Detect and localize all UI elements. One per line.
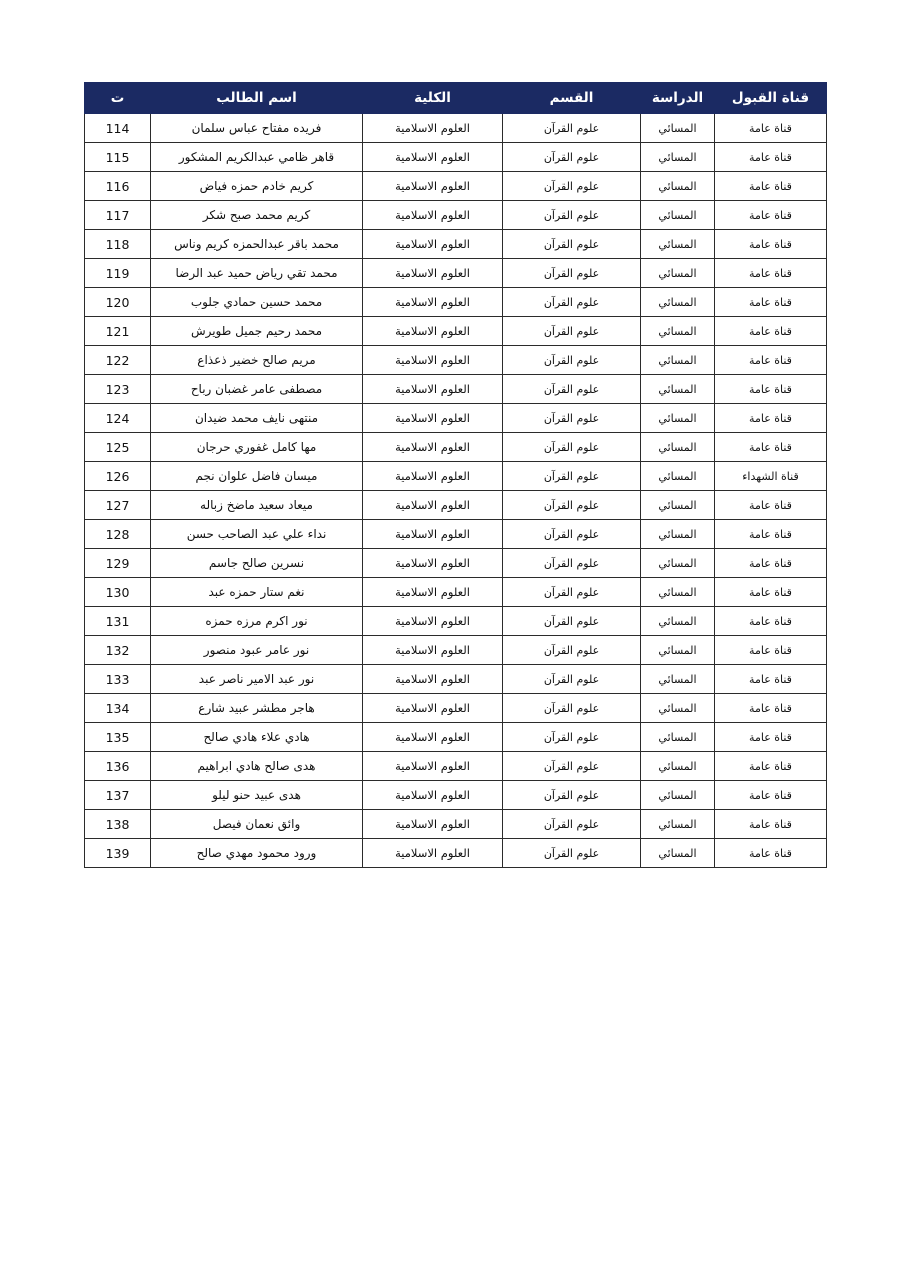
cell-department: علوم القرآن <box>503 491 641 520</box>
cell-index: 125 <box>85 433 151 462</box>
table-row <box>85 259 827 288</box>
cell-college: العلوم الاسلامية <box>363 433 503 462</box>
cell-college: العلوم الاسلامية <box>363 462 503 491</box>
table-row <box>85 317 827 346</box>
cell-college: العلوم الاسلامية <box>363 607 503 636</box>
cell-student-name: ميسان فاضل علوان نجم <box>151 462 363 491</box>
table-row <box>85 288 827 317</box>
cell-student-name: كريم محمد صبح شكر <box>151 201 363 230</box>
cell-department: علوم القرآن <box>503 259 641 288</box>
cell-index: 136 <box>85 752 151 781</box>
cell-student-name: ورود محمود مهدي صالح <box>151 839 363 868</box>
table-row <box>85 346 827 375</box>
cell-college: العلوم الاسلامية <box>363 346 503 375</box>
table-row <box>85 810 827 839</box>
cell-index: 121 <box>85 317 151 346</box>
cell-student-name: مصطفى عامر غضبان رباح <box>151 375 363 404</box>
cell-college: العلوم الاسلامية <box>363 578 503 607</box>
cell-department: علوم القرآن <box>503 462 641 491</box>
table-row <box>85 462 827 491</box>
table-row <box>85 230 827 259</box>
cell-study: المسائي <box>641 288 715 317</box>
cell-study: المسائي <box>641 607 715 636</box>
cell-student-name: مها كامل غفوري حرجان <box>151 433 363 462</box>
cell-channel: قناة عامة <box>715 433 827 462</box>
cell-study: المسائي <box>641 810 715 839</box>
column-header-college: الكلية <box>363 83 503 114</box>
cell-student-name: نور عامر عبود منصور <box>151 636 363 665</box>
cell-college: العلوم الاسلامية <box>363 259 503 288</box>
cell-index: 138 <box>85 810 151 839</box>
cell-channel: قناة الشهداء <box>715 462 827 491</box>
cell-college: العلوم الاسلامية <box>363 288 503 317</box>
table-row <box>85 636 827 665</box>
cell-college: العلوم الاسلامية <box>363 404 503 433</box>
cell-study: المسائي <box>641 752 715 781</box>
cell-channel: قناة عامة <box>715 346 827 375</box>
table-row <box>85 781 827 810</box>
cell-index: 128 <box>85 520 151 549</box>
cell-channel: قناة عامة <box>715 578 827 607</box>
table-row <box>85 694 827 723</box>
cell-department: علوم القرآن <box>503 288 641 317</box>
cell-study: المسائي <box>641 433 715 462</box>
cell-college: العلوم الاسلامية <box>363 549 503 578</box>
table-row <box>85 172 827 201</box>
cell-index: 129 <box>85 549 151 578</box>
cell-channel: قناة عامة <box>715 172 827 201</box>
cell-index: 137 <box>85 781 151 810</box>
cell-student-name: هادي علاء هادي صالح <box>151 723 363 752</box>
cell-study: المسائي <box>641 404 715 433</box>
cell-student-name: محمد رحيم جميل طويرش <box>151 317 363 346</box>
cell-department: علوم القرآن <box>503 375 641 404</box>
cell-study: المسائي <box>641 201 715 230</box>
cell-department: علوم القرآن <box>503 520 641 549</box>
cell-college: العلوم الاسلامية <box>363 752 503 781</box>
cell-student-name: محمد حسين حمادي جلوب <box>151 288 363 317</box>
cell-index: 133 <box>85 665 151 694</box>
cell-study: المسائي <box>641 578 715 607</box>
cell-study: المسائي <box>641 317 715 346</box>
cell-college: العلوم الاسلامية <box>363 694 503 723</box>
table-row <box>85 143 827 172</box>
cell-department: علوم القرآن <box>503 781 641 810</box>
cell-channel: قناة عامة <box>715 549 827 578</box>
cell-index: 122 <box>85 346 151 375</box>
cell-student-name: مريم صالح خضير ذعذاع <box>151 346 363 375</box>
cell-index: 117 <box>85 201 151 230</box>
cell-index: 118 <box>85 230 151 259</box>
table-row <box>85 491 827 520</box>
cell-channel: قناة عامة <box>715 201 827 230</box>
cell-college: العلوم الاسلامية <box>363 375 503 404</box>
table-row <box>85 549 827 578</box>
cell-study: المسائي <box>641 259 715 288</box>
cell-channel: قناة عامة <box>715 491 827 520</box>
cell-index: 134 <box>85 694 151 723</box>
cell-department: علوم القرآن <box>503 230 641 259</box>
cell-index: 130 <box>85 578 151 607</box>
cell-department: علوم القرآن <box>503 578 641 607</box>
cell-channel: قناة عامة <box>715 375 827 404</box>
cell-index: 132 <box>85 636 151 665</box>
cell-student-name: هدى عبيد حنو ليلو <box>151 781 363 810</box>
cell-study: المسائي <box>641 230 715 259</box>
cell-student-name: نور عبد الامير ناصر عبد <box>151 665 363 694</box>
cell-student-name: وائق نعمان فيصل <box>151 810 363 839</box>
cell-college: العلوم الاسلامية <box>363 201 503 230</box>
cell-channel: قناة عامة <box>715 259 827 288</box>
cell-student-name: محمد تقي رياض حميد عبد الرضا <box>151 259 363 288</box>
cell-college: العلوم الاسلامية <box>363 636 503 665</box>
cell-study: المسائي <box>641 114 715 143</box>
cell-channel: قناة عامة <box>715 839 827 868</box>
column-header-department: القسم <box>503 83 641 114</box>
cell-index: 124 <box>85 404 151 433</box>
cell-index: 114 <box>85 114 151 143</box>
cell-student-name: قاهر ظامي عبدالكريم المشكور <box>151 143 363 172</box>
cell-study: المسائي <box>641 549 715 578</box>
cell-study: المسائي <box>641 346 715 375</box>
cell-college: العلوم الاسلامية <box>363 520 503 549</box>
cell-channel: قناة عامة <box>715 781 827 810</box>
cell-department: علوم القرآن <box>503 752 641 781</box>
cell-channel: قناة عامة <box>715 665 827 694</box>
cell-department: علوم القرآن <box>503 549 641 578</box>
table-row <box>85 752 827 781</box>
cell-department: علوم القرآن <box>503 810 641 839</box>
cell-student-name: فريده مفتاح عباس سلمان <box>151 114 363 143</box>
cell-channel: قناة عامة <box>715 230 827 259</box>
cell-college: العلوم الاسلامية <box>363 172 503 201</box>
cell-study: المسائي <box>641 665 715 694</box>
cell-student-name: نور اكرم مرزه حمزه <box>151 607 363 636</box>
table-row <box>85 520 827 549</box>
cell-college: العلوم الاسلامية <box>363 143 503 172</box>
cell-college: العلوم الاسلامية <box>363 723 503 752</box>
cell-index: 120 <box>85 288 151 317</box>
cell-student-name: هدى صالح هادي ابراهيم <box>151 752 363 781</box>
cell-college: العلوم الاسلامية <box>363 317 503 346</box>
cell-channel: قناة عامة <box>715 636 827 665</box>
student-table-container <box>85 82 827 868</box>
cell-study: المسائي <box>641 520 715 549</box>
cell-college: العلوم الاسلامية <box>363 665 503 694</box>
table-body <box>85 114 827 868</box>
student-table <box>84 82 827 868</box>
cell-index: 126 <box>85 462 151 491</box>
cell-index: 116 <box>85 172 151 201</box>
cell-channel: قناة عامة <box>715 752 827 781</box>
cell-index: 119 <box>85 259 151 288</box>
cell-index: 127 <box>85 491 151 520</box>
table-row <box>85 201 827 230</box>
cell-department: علوم القرآن <box>503 607 641 636</box>
cell-student-name: نغم ستار حمزه عبد <box>151 578 363 607</box>
cell-college: العلوم الاسلامية <box>363 230 503 259</box>
cell-department: علوم القرآن <box>503 433 641 462</box>
cell-index: 115 <box>85 143 151 172</box>
cell-channel: قناة عامة <box>715 114 827 143</box>
table-row <box>85 375 827 404</box>
cell-channel: قناة عامة <box>715 404 827 433</box>
cell-study: المسائي <box>641 375 715 404</box>
cell-student-name: نداء علي عبد الصاحب حسن <box>151 520 363 549</box>
cell-college: العلوم الاسلامية <box>363 114 503 143</box>
cell-channel: قناة عامة <box>715 723 827 752</box>
cell-study: المسائي <box>641 491 715 520</box>
table-header-row <box>85 83 827 114</box>
cell-index: 135 <box>85 723 151 752</box>
cell-department: علوم القرآن <box>503 404 641 433</box>
cell-department: علوم القرآن <box>503 172 641 201</box>
cell-study: المسائي <box>641 723 715 752</box>
table-row <box>85 404 827 433</box>
cell-channel: قناة عامة <box>715 810 827 839</box>
cell-college: العلوم الاسلامية <box>363 810 503 839</box>
cell-department: علوم القرآن <box>503 201 641 230</box>
table-row <box>85 433 827 462</box>
cell-department: علوم القرآن <box>503 723 641 752</box>
cell-department: علوم القرآن <box>503 114 641 143</box>
cell-department: علوم القرآن <box>503 636 641 665</box>
cell-student-name: نسرين صالح جاسم <box>151 549 363 578</box>
table-row <box>85 578 827 607</box>
cell-department: علوم القرآن <box>503 346 641 375</box>
table-row <box>85 114 827 143</box>
cell-department: علوم القرآن <box>503 694 641 723</box>
table-row <box>85 665 827 694</box>
cell-channel: قناة عامة <box>715 694 827 723</box>
table-row <box>85 607 827 636</box>
cell-index: 139 <box>85 839 151 868</box>
cell-study: المسائي <box>641 839 715 868</box>
cell-channel: قناة عامة <box>715 520 827 549</box>
cell-study: المسائي <box>641 172 715 201</box>
table-row <box>85 839 827 868</box>
cell-student-name: محمد باقر عبدالحمزه كريم وناس <box>151 230 363 259</box>
column-header-channel: قناة القبول <box>715 83 827 114</box>
cell-study: المسائي <box>641 143 715 172</box>
cell-channel: قناة عامة <box>715 143 827 172</box>
cell-study: المسائي <box>641 462 715 491</box>
cell-department: علوم القرآن <box>503 839 641 868</box>
cell-study: المسائي <box>641 781 715 810</box>
column-header-index: ت <box>85 83 151 114</box>
cell-channel: قناة عامة <box>715 288 827 317</box>
cell-student-name: ميعاد سعيد ماضخ زباله <box>151 491 363 520</box>
table-header <box>85 83 827 114</box>
cell-study: المسائي <box>641 636 715 665</box>
cell-index: 123 <box>85 375 151 404</box>
cell-student-name: كريم خادم حمزه فياض <box>151 172 363 201</box>
column-header-student-name: اسم الطالب <box>151 83 363 114</box>
cell-channel: قناة عامة <box>715 607 827 636</box>
cell-college: العلوم الاسلامية <box>363 839 503 868</box>
table-row <box>85 723 827 752</box>
cell-channel: قناة عامة <box>715 317 827 346</box>
cell-department: علوم القرآن <box>503 317 641 346</box>
cell-index: 131 <box>85 607 151 636</box>
column-header-study: الدراسة <box>641 83 715 114</box>
cell-student-name: هاجر مطشر عبيد شارع <box>151 694 363 723</box>
cell-student-name: منتهى نايف محمد ضيدان <box>151 404 363 433</box>
cell-college: العلوم الاسلامية <box>363 781 503 810</box>
cell-study: المسائي <box>641 694 715 723</box>
cell-college: العلوم الاسلامية <box>363 491 503 520</box>
cell-department: علوم القرآن <box>503 665 641 694</box>
cell-department: علوم القرآن <box>503 143 641 172</box>
